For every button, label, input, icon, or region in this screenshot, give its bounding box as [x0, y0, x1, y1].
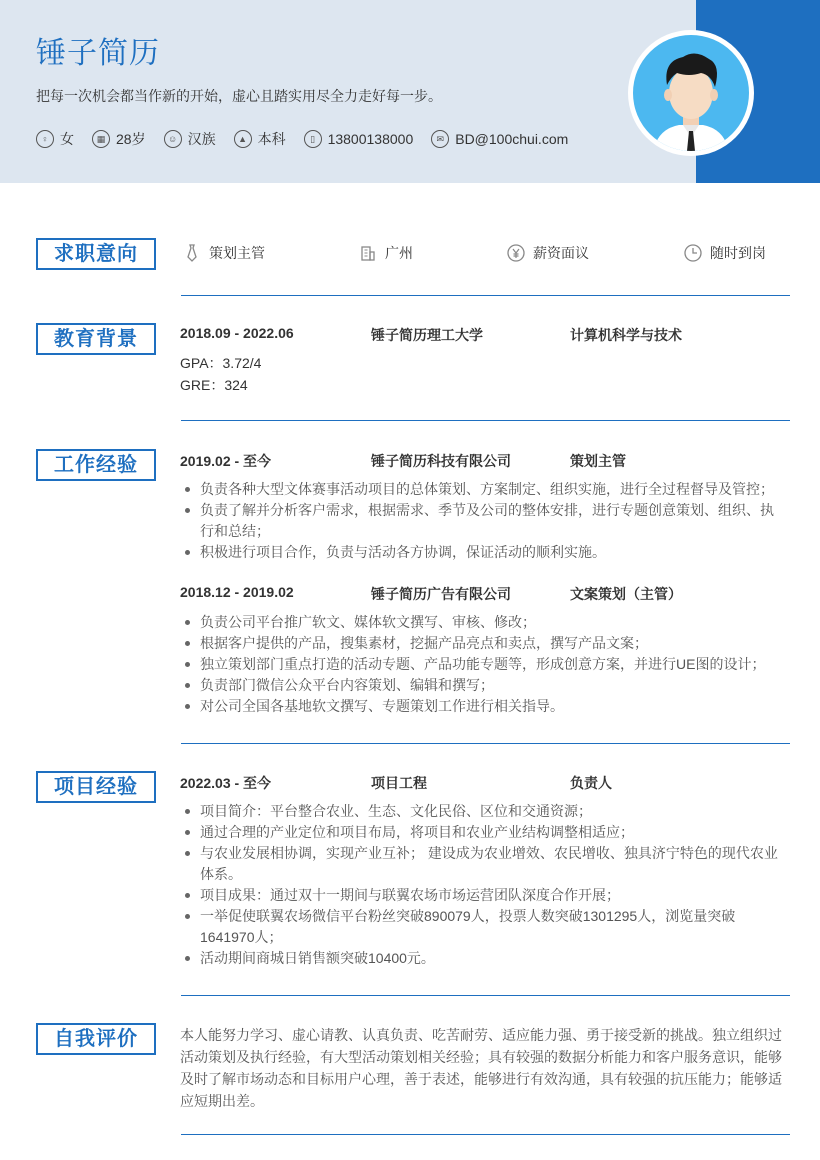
phone-icon: ▯	[304, 130, 322, 148]
intent-salary	[507, 243, 589, 263]
gender-icon: ♀	[36, 130, 54, 148]
calendar-icon: ▦	[92, 130, 110, 148]
project-role: 负责人	[570, 775, 612, 791]
intent-availability	[684, 243, 766, 263]
info-ethnicity-text: 汉族	[187, 131, 216, 147]
project-period: 2022.03 - 至今	[180, 775, 272, 791]
mail-icon: ✉	[431, 130, 449, 148]
list-item: 项目成果：通过双十一期间与联翼农场市场运营团队深度合作开展；	[180, 885, 780, 906]
list-item: 活动期间商城日销售额突破10400元。	[180, 948, 780, 969]
list-item: 独立策划部门重点打造的活动专题、产品功能专题等，形成创意方案，并进行UE图的设计；	[180, 654, 780, 675]
list-item: 负责部门微信公众平台内容策划、编辑和撰写；	[180, 675, 780, 696]
education-period: 2018.09 - 2022.06	[180, 325, 294, 341]
intent-availability-text: 随时到岗	[710, 245, 766, 261]
intent-city	[359, 243, 413, 263]
avatar	[628, 30, 754, 156]
info-education-text: 本科	[257, 131, 286, 147]
list-item: 项目简介：平台整合农业、生态、文化民俗、区位和交通资源；	[180, 801, 780, 822]
section-title-intent: 求职意向	[36, 238, 156, 270]
job-bullets	[180, 612, 780, 717]
divider	[181, 995, 790, 996]
yen-icon	[507, 244, 525, 262]
divider	[181, 295, 790, 296]
intent-salary-text: 薪资面议	[533, 245, 589, 261]
graduation-cap-icon: ▲	[234, 130, 252, 148]
job-role: 文案策划（主管）	[570, 586, 682, 602]
job-header-row	[180, 451, 626, 471]
info-phone-text: 13800138000	[327, 131, 414, 147]
tie-icon	[183, 244, 201, 262]
clock-icon	[684, 244, 702, 262]
ethnicity-icon: ☺	[164, 130, 182, 148]
self-evaluation-text: 本人能努力学习、虚心请教、认真负责、吃苦耐劳、适应能力强、勇于接受新的挑战。独立组织过活动策划及执行经验，有大型活动策划相关经验；具有较强的数据分析能力和客户服务意识，能够及时了解市场动态和目标用户心理，善于表述，能够进行有效沟通，具有较强的抗压能力；能够适应短期出差。	[180, 1027, 782, 1109]
motto: 把每一次机会都当作新的开始，虚心且踏实用尽全力走好每一步。	[36, 88, 442, 104]
list-item: 负责各种大型文体赛事活动项目的总体策划、方案制定、组织实施，进行全过程督导及管控；	[180, 479, 780, 500]
info-gender-text: 女	[60, 131, 74, 147]
divider	[181, 420, 790, 421]
candidate-name: 锤子简历	[36, 37, 160, 70]
job-role: 策划主管	[570, 453, 626, 469]
section-title-project: 项目经验	[36, 771, 156, 803]
list-item: 一举促使联翼农场微信平台粉丝突破890079人，投票人数突破1301295人，浏览量突破1641970人；	[180, 906, 780, 948]
project-bullets	[180, 801, 780, 969]
building-icon	[359, 244, 377, 262]
intent-position	[183, 243, 265, 263]
education-gpa: GPA：3.72/4	[180, 355, 262, 371]
info-phone	[304, 130, 414, 148]
project-header-row	[180, 773, 612, 793]
divider	[181, 1134, 790, 1135]
info-age	[92, 129, 146, 149]
list-item: 积极进行项目合作，负责与活动各方协调，保证活动的顺利实施。	[180, 542, 780, 563]
list-item: 与农业发展相协调，实现产业互补； 建设成为农业增效、农民增收、独具济宁特色的现代农业体系。	[180, 843, 780, 885]
job-bullets	[180, 479, 780, 563]
education-school: 锤子简历理工大学	[371, 327, 483, 343]
education-gre: GRE：324	[180, 377, 248, 393]
project-name: 项目工程	[371, 775, 427, 791]
job-period: 2019.02 - 至今	[180, 453, 272, 469]
info-email-text: BD@100chui.com	[455, 131, 569, 147]
job-company: 锤子简历科技有限公司	[371, 453, 511, 469]
intent-position-text: 策划主管	[209, 245, 265, 261]
section-title-self: 自我评价	[36, 1023, 156, 1055]
section-title-education: 教育背景	[36, 323, 156, 355]
info-education	[234, 129, 286, 149]
info-age-text: 28岁	[116, 131, 146, 147]
list-item: 负责了解并分析客户需求，根据需求、季节及公司的整体安排，进行专题创意策划、组织、执行和总结；	[180, 500, 780, 542]
divider	[181, 743, 790, 744]
education-major: 计算机科学与技术	[570, 327, 682, 343]
job-header-row	[180, 584, 682, 604]
intent-city-text: 广州	[385, 245, 413, 261]
job-company: 锤子简历广告有限公司	[371, 586, 511, 602]
list-item: 负责公司平台推广软文、媒体软文撰写、审核、修改；	[180, 612, 780, 633]
education-header-row	[180, 325, 682, 345]
info-email	[431, 130, 568, 148]
info-ethnicity	[164, 129, 216, 149]
job-period: 2018.12 - 2019.02	[180, 584, 294, 600]
personal-info-row	[36, 129, 586, 149]
list-item: 通过合理的产业定位和项目布局，将项目和农业产业结构调整相适应；	[180, 822, 780, 843]
list-item: 根据客户提供的产品，搜集素材，挖掘产品亮点和卖点，撰写产品文案；	[180, 633, 780, 654]
info-gender	[36, 129, 74, 149]
list-item: 对公司全国各基地软文撰写、专题策划工作进行相关指导。	[180, 696, 780, 717]
section-title-work: 工作经验	[36, 449, 156, 481]
